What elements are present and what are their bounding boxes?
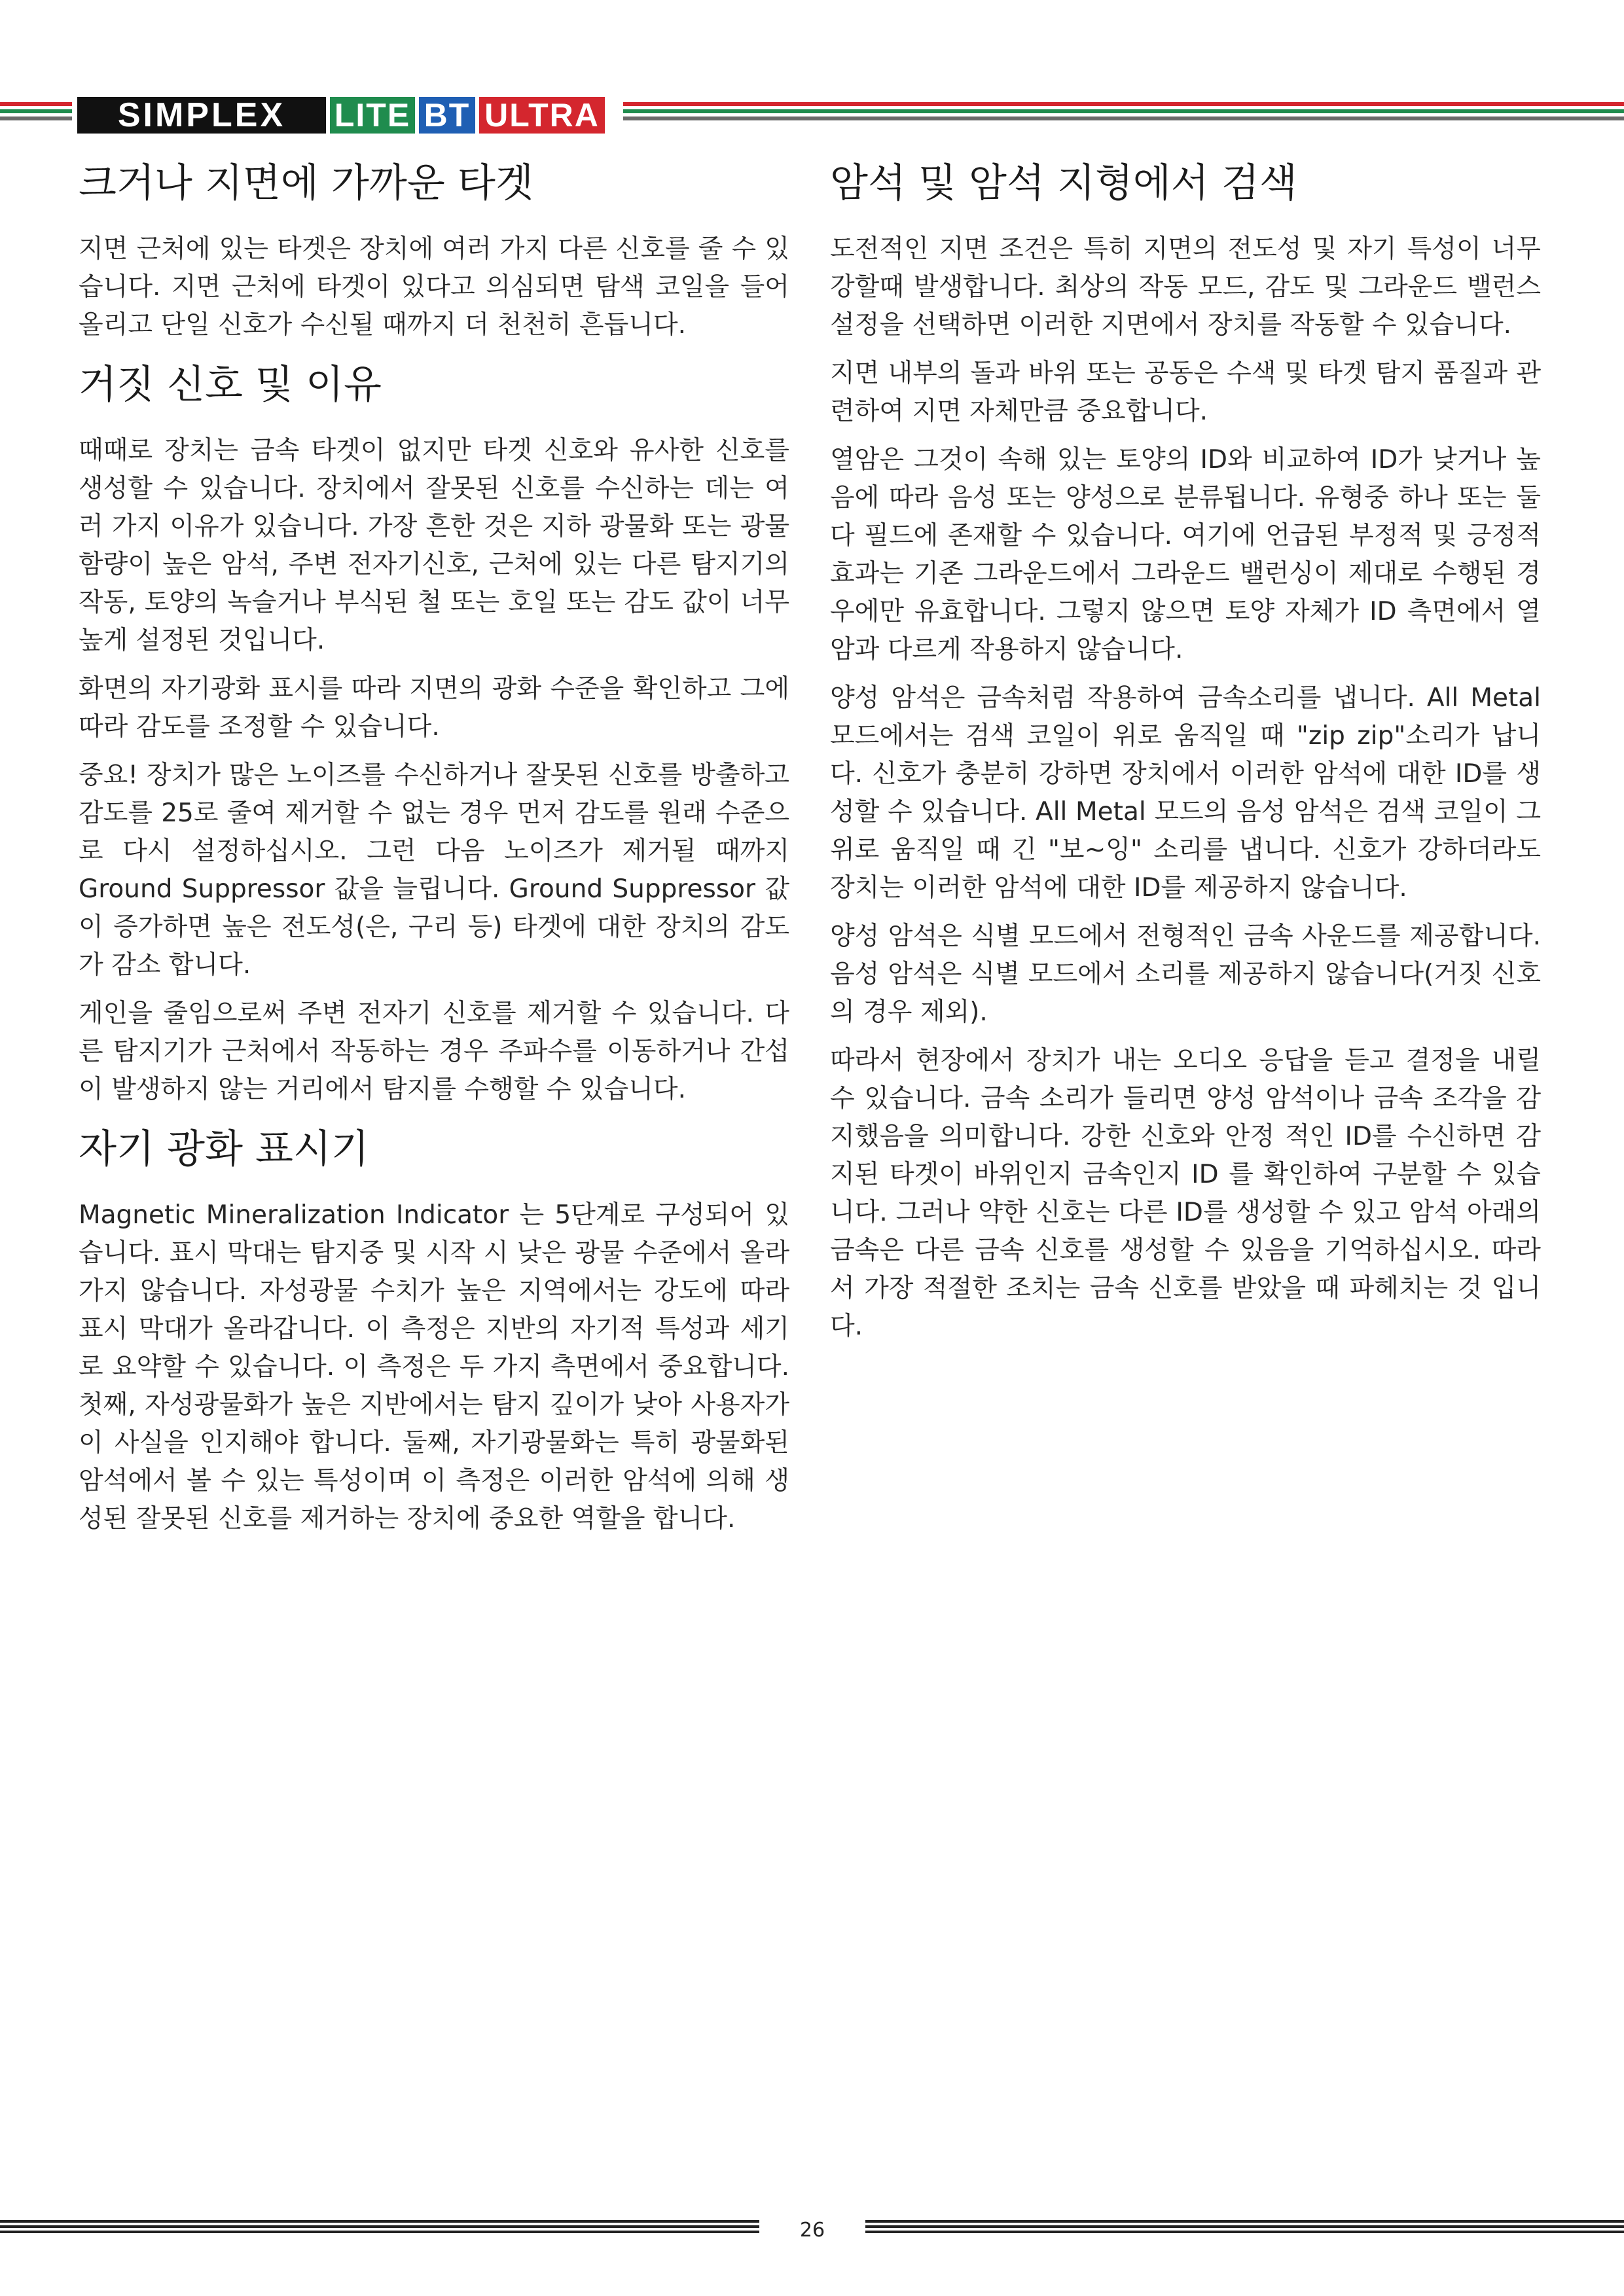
section-false-signals: [79, 357, 789, 1109]
section-heading: 크거나 지면에 가까운 타겟: [79, 160, 533, 206]
page-footer: [0, 2212, 1624, 2251]
paragraph: 때때로 장치는 금속 타겟이 없지만 타겟 신호와 유사한 신호를 생성할 수 있습니다. 장치에서 잘못된 신호를 수신하는 데는 여러 가지 이유가 있습니다. 가장 흔한 것은 지하 광물화 또는 광물 함량이 높은 암석, 주변 전자기신호, 근처에 있는 다른 탐지기의 작동, 토양의 녹슬거나 부식된 철 또는 호일 또는 감도 값이 너무 높게 설정된 것입니다.: [79, 436, 789, 655]
logo-simplex: SIMPLEX: [77, 97, 326, 134]
paragraph: 양성 암석은 식별 모드에서 전형적인 금속 사운드를 제공합니다. 음성 암석은 식별 모드에서 소리를 제공하지 않습니다(거짓 신호의 경우 제외).: [830, 922, 1541, 1027]
paragraph: 지면 내부의 돌과 바위 또는 공동은 수색 및 타겟 탐지 품질과 관련하여 지면 자체만큼 중요합니다.: [830, 359, 1541, 426]
paragraph: 중요! 장치가 많은 노이즈를 수신하거나 잘못된 신호를 방출하고 감도를 25로 줄여 제거할 수 없는 경우 먼저 감도를 원래 수준으로 다시 설정하십시오. 그런 다음 노이즈가 제거될 때까지 Ground Suppressor 값을 늘립니다. Ground Suppressor 값이 증가하면 높은 전도성(은, 구리 등) 타겟에 대한 장치의 감도가 감소 합니다.: [79, 761, 789, 980]
paragraph: 화면의 자기광화 표시를 따라 지면의 광화 수준을 확인하고 그에 따라 감도를 조정할 수 있습니다.: [79, 674, 789, 742]
section-large-targets: [79, 156, 789, 344]
paragraph: 열암은 그것이 속해 있는 토양의 ID와 비교하여 ID가 낮거나 높음에 따라 음성 또는 양성으로 분류됩니다. 유형중 하나 또는 둘다 필드에 존재할 수 있습니다. 여기에 언급된 부정적 및 긍정적 효과는 기존 그라운드에서 그라운드 밸런싱이 제대로 수행된 경우에만 유효합니다. 그렇지 않으면 토양 자체가 ID 측면에서 열암과 다르게 작용하지 않습니다.: [830, 445, 1541, 664]
section-heading: 암석 및 암석 지형에서 검색: [830, 160, 1297, 206]
section-mineralization-indicator: [79, 1122, 789, 1538]
paragraph: 도전적인 지면 조건은 특히 지면의 전도성 및 자기 특성이 너무 강할때 발생합니다. 최상의 작동 모드, 감도 및 그라운드 밸런스 설정을 선택하면 이러한 지면에서 장치를 작동할 수 있습니다.: [830, 234, 1541, 340]
footer-lines-right: [865, 2220, 1624, 2240]
page-number: 26: [799, 2219, 825, 2242]
paragraph: 따라서 현장에서 장치가 내는 오디오 응답을 듣고 결정을 내릴 수 있습니다. 금속 소리가 들리면 양성 암석이나 금속 조각을 감지했음을 의미합니다. 강한 신호와 안정 적인 ID를 수신하면 감지된 타겟이 바위인지 금속인지 ID 를 확인하여 구분할 수 있습니다. 그러나 약한 신호는 다른 ID를 생성할 수 있고 암석 아래의 금속은 다른 금속 신호를 생성할 수 있음을 기억하십시오. 따라서 가장 적절한 조치는 금속 신호를 받았을 때 파헤치는 것 입니다.: [830, 1046, 1541, 1341]
logo-bt: BT: [419, 97, 475, 134]
header-stripes-left: [0, 102, 72, 128]
section-heading: 거짓 신호 및 이유: [79, 362, 382, 408]
footer-lines-left: [0, 2220, 759, 2240]
paragraph: 게인을 줄임으로써 주변 전자기 신호를 제거할 수 있습니다. 다른 탐지기가 근처에서 작동하는 경우 주파수를 이동하거나 간섭이 발생하지 않는 거리에서 탐지를 수행할 수 있습니다.: [79, 999, 789, 1104]
brand-logo: [77, 97, 605, 134]
left-column: [79, 156, 789, 1549]
page-header: [0, 97, 1624, 134]
right-column: [830, 156, 1541, 1356]
logo-ultra: ULTRA: [479, 97, 605, 134]
logo-lite: LITE: [330, 97, 415, 134]
paragraph: 지면 근처에 있는 타겟은 장치에 여러 가지 다른 신호를 줄 수 있습니다. 지면 근처에 타겟이 있다고 의심되면 탐색 코일을 들어올리고 단일 신호가 수신될 때까지 더 천천히 흔듭니다.: [79, 234, 789, 340]
section-rocky-terrain: [830, 156, 1541, 1346]
section-heading: 자기 광화 표시기: [79, 1126, 369, 1172]
paragraph: Magnetic Mineralization Indicator 는 5단계로 구성되어 있습니다. 표시 막대는 탐지중 및 시작 시 낮은 광물 수준에서 올라가지 않습니다. 자성광물 수치가 높은 지역에서는 강도에 따라 표시 막대가 올라갑니다. 이 측정은 지반의 자기적 특성과 세기로 요약할 수 있습니다. 이 측정은 두 가지 측면에서 중요합니다. 첫째, 자성광물화가 높은 지반에서는 탐지 깊이가 낮아 사용자가 이 사실을 인지해야 합니다. 둘째, 자기광물화는 특히 광물화된 암석에서 볼 수 있는 특성이며 이 측정은 이러한 암석에 의해 생성된 잘못된 신호를 제거하는 장치에 중요한 역할을 합니다.: [79, 1200, 789, 1534]
header-stripes-right: [623, 102, 1624, 128]
paragraph: 양성 암석은 금속처럼 작용하여 금속소리를 냅니다. All Metal 모드에서는 검색 코일이 위로 움직일 때 "zip zip"소리가 납니다. 신호가 충분히 강하면 장치에서 이러한 암석에 대한 ID를 생성할 수 있습니다. All Metal 모드의 음성 암석은 검색 코일이 그 위로 움직일 때 긴 "보~잉" 소리를 냅니다. 신호가 강하더라도 장치는 이러한 암석에 대한 ID를 제공하지 않습니다.: [830, 683, 1541, 903]
